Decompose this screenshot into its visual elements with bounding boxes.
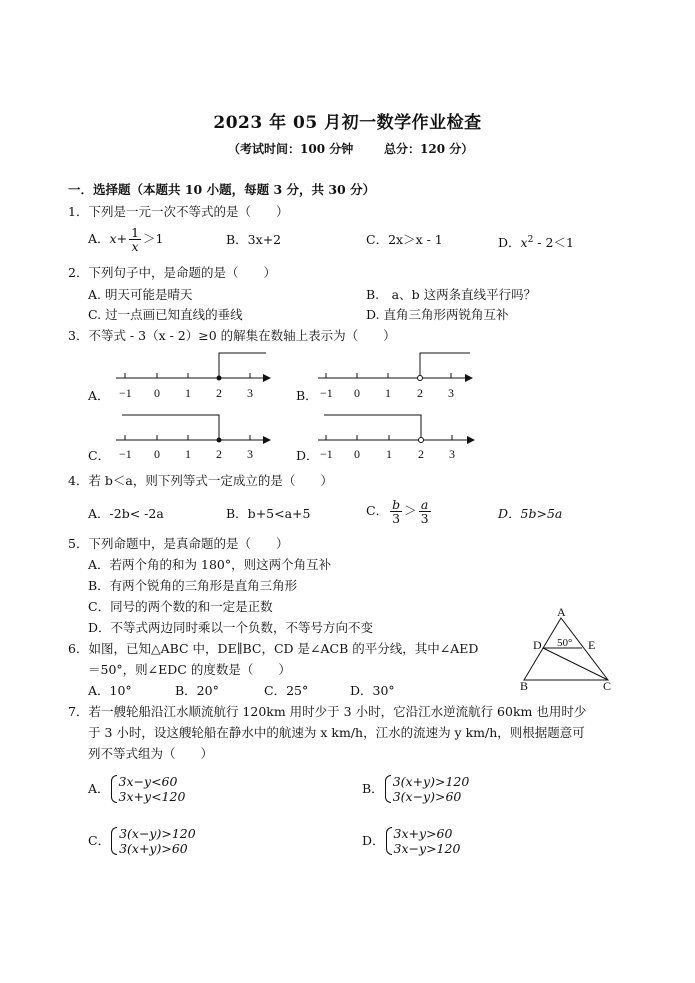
q2-option-d[interactable]: D. 直角三角形两锐角互补 xyxy=(366,307,509,322)
q6-option-b[interactable]: B．20° xyxy=(175,683,219,698)
tick-label: 1 xyxy=(385,386,391,400)
q2-stem: 2．下列句子中，是命题的是（ ） xyxy=(68,265,276,280)
q7-option-a[interactable] xyxy=(88,774,185,804)
tick-label: 3 xyxy=(449,447,455,461)
q4-option-a[interactable]: A．-2b< -2a xyxy=(88,506,164,521)
q3-number-line-b xyxy=(318,353,472,400)
inequality: 3x−y<60 xyxy=(118,774,178,789)
q7-b-label: B． xyxy=(362,781,384,796)
q5-stem: 5．下列命题中，是真命题的是（ ） xyxy=(68,536,289,551)
q3-option-c-label[interactable]: C． xyxy=(88,448,111,463)
inequality: 3(x−y)>60 xyxy=(392,789,462,804)
q7-option-b[interactable] xyxy=(362,774,469,804)
tick-label: 2 xyxy=(418,447,424,461)
q3-number-line-d xyxy=(318,415,474,461)
q6-option-c[interactable]: C．25° xyxy=(264,683,309,698)
q7-line2: 于 3 小时，设这艘轮船在静水中的航速为 x km/h，江水的流速为 y km/h，则根据题意可 xyxy=(88,725,585,740)
q2-option-c[interactable]: C. 过一点画已知直线的垂线 xyxy=(88,307,243,322)
q1-a-post: ＞1 xyxy=(143,231,164,246)
section-heading: 一．选择题（本题共 10 小题，每题 3 分，共 30 分） xyxy=(68,182,376,197)
inequality: 3(x+y)>120 xyxy=(392,774,470,789)
q5-option-d[interactable]: D．不等式两边同时乘以一个负数，不等号方向不变 xyxy=(88,620,374,635)
solution-ray xyxy=(324,415,421,440)
tick-label: −1 xyxy=(320,447,333,461)
q5-option-a[interactable]: A．若两个角的和为 180°，则这两个角互补 xyxy=(88,557,332,572)
vertex-c: C xyxy=(603,679,612,693)
q3-option-b-label[interactable]: B． xyxy=(296,388,318,403)
q7-option-c[interactable] xyxy=(88,826,196,856)
q6-stem-line2: ＝50°，则∠EDC 的度数是（ ） xyxy=(88,662,291,677)
q3-option-a-label[interactable]: A． xyxy=(88,388,110,403)
q6-stem-line1: 6．如图，已知△ABC 中，DE∥BC，CD 是∠ACB 的平分线，其中∠AED xyxy=(68,641,479,656)
point-d: D xyxy=(533,638,542,652)
q4-c-label: C． xyxy=(366,503,389,518)
q7-b-system xyxy=(384,774,470,804)
q7-d-label: D． xyxy=(362,833,385,848)
q6-option-d[interactable]: D．30° xyxy=(350,683,395,698)
solid-point xyxy=(217,438,222,443)
q5-option-b[interactable]: B．有两个锐角的三角形是直角三角形 xyxy=(88,578,298,593)
q1-option-b[interactable]: B．3x+2 xyxy=(226,232,282,247)
q4-c-op: ＞ xyxy=(404,503,417,518)
inequality: 3x+y>60 xyxy=(393,826,453,841)
q7-option-d[interactable] xyxy=(362,826,460,856)
q6-triangle-figure xyxy=(520,605,611,693)
tick-label: 0 xyxy=(354,447,360,461)
q1-a-denominator: x xyxy=(131,239,139,254)
denominator: 3 xyxy=(420,511,429,526)
inequality: 3(x−y)>120 xyxy=(119,826,196,841)
q1-d-tail: - 2＜1 xyxy=(533,235,574,251)
vertex-a: A xyxy=(557,605,566,619)
inequality: 3x−y>120 xyxy=(393,841,461,856)
tick-label: 1 xyxy=(185,386,191,400)
tick-label: 0 xyxy=(154,386,160,400)
q4-option-c[interactable] xyxy=(366,498,433,525)
tick-label: 2 xyxy=(216,386,222,400)
q7-a-label: A． xyxy=(88,781,110,796)
tick-label: −1 xyxy=(119,386,132,400)
q3-number-line-a xyxy=(116,353,270,400)
angle-label: 50° xyxy=(557,637,573,649)
solution-ray xyxy=(122,415,219,440)
segment-dc xyxy=(543,648,608,680)
q1-a-label: A． xyxy=(88,231,110,246)
q7-line3: 列不等式组为（ ） xyxy=(88,746,214,761)
q6-option-a[interactable]: A．10° xyxy=(88,683,132,698)
q1-option-c[interactable]: C．2x＞x - 1 xyxy=(366,232,443,247)
q4-option-d[interactable]: D．5b>5a xyxy=(498,506,563,521)
numerator: b xyxy=(392,497,401,512)
total-score: 总分：120 分） xyxy=(384,142,474,156)
exam-time: （考试时间：100 分钟 xyxy=(228,142,354,156)
numerator: a xyxy=(419,498,431,512)
inequality: 3(x+y)>60 xyxy=(119,841,188,856)
q2-option-a[interactable]: A. 明天可能是晴天 xyxy=(88,287,193,302)
denominator: 3 xyxy=(392,511,401,526)
solution-ray xyxy=(219,353,266,378)
tick-label: 3 xyxy=(448,386,454,400)
tick-label: −1 xyxy=(119,447,132,461)
tick-label: 1 xyxy=(185,447,191,461)
q4-c-fraction-1 xyxy=(390,498,402,525)
q1-d-label: D． xyxy=(498,235,521,251)
q1-d-exponent: 2 xyxy=(527,235,534,245)
q2-option-b[interactable]: B. a、b 这两条直线平行吗？ xyxy=(366,287,537,302)
tick-label: −1 xyxy=(320,386,333,400)
tick-label: 1 xyxy=(386,447,392,461)
tick-label: 2 xyxy=(216,447,222,461)
tick-label: 0 xyxy=(354,386,360,400)
tick-label: 2 xyxy=(417,386,423,400)
inequality: 3x+y<120 xyxy=(118,789,186,804)
q1-stem: 1．下列是一元一次不等式的是（ ） xyxy=(68,204,289,219)
q7-d-system xyxy=(385,826,461,856)
page-title: 2023 年 05 月初一数学作业检查 xyxy=(213,113,482,133)
q3-option-d-label[interactable]: D． xyxy=(296,448,319,463)
hollow-point xyxy=(419,438,424,443)
q4-option-b[interactable]: B．b+5<a+5 xyxy=(226,506,311,521)
tick-label: 3 xyxy=(247,386,253,400)
q4-c-fraction-2 xyxy=(419,498,431,525)
solid-point xyxy=(217,376,222,381)
q5-option-c[interactable]: C．同号的两个数的和一定是正数 xyxy=(88,599,273,614)
tick-label: 3 xyxy=(247,447,253,461)
q1-a-numerator: 1 xyxy=(131,225,140,240)
solution-ray xyxy=(420,353,470,378)
hollow-point xyxy=(418,376,423,381)
q3-number-line-c xyxy=(116,415,270,461)
point-e: E xyxy=(588,638,596,652)
q4-stem: 4．若 b＜a，则下列等式一定成立的是（ ） xyxy=(68,473,333,488)
q7-line1: 7．若一艘轮船沿江水顺流航行 120km 用时少于 3 小时，它沿江水逆流航行 60km 也用时少 xyxy=(68,704,587,719)
tick-label: 0 xyxy=(154,447,160,461)
q1-d-base: x xyxy=(520,235,528,251)
q3-stem: 3．不等式 - 3（x - 2）≥0 的解集在数轴上表示为（ ） xyxy=(68,328,396,343)
q7-c-label: C． xyxy=(88,833,111,848)
q7-c-system xyxy=(110,826,196,856)
vertex-b: B xyxy=(520,679,529,693)
q7-a-system xyxy=(110,774,186,804)
q1-a-pre: x+ xyxy=(109,231,128,246)
